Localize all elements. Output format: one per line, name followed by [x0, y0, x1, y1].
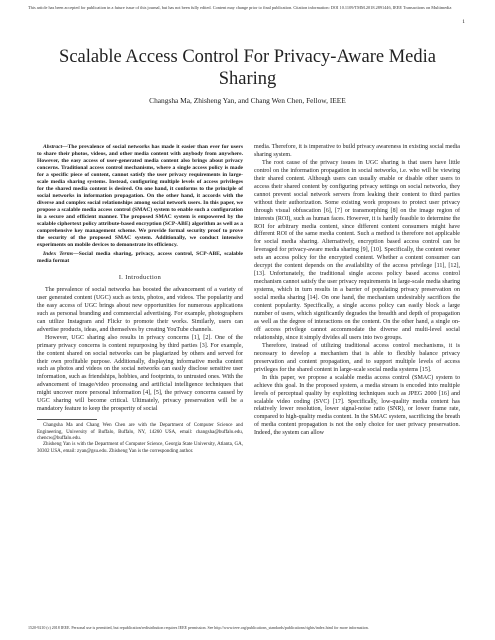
abstract-lead: Abstract	[43, 144, 63, 150]
body-paragraph: media. Therefore, it is imperative to build privacy awareness in existing social media sharing system.	[254, 144, 460, 158]
intro-paragraph: However, UGC sharing also results in privacy concerns [1], [2]. One of the primary privacy concerns is content repurposing by third parties [3]. For example, the content shared on social networks can be plagiarized by others and served for their own profitable purpose. Additionally, displaying informative media content such as photos and videos on the social networks can easily disclose sensitive user information, such as friendships, hobbies, and footprints, to untrusted ones. With the advancement of image/video processing and artificial intelligence techniques that might uncover more personal information [4], [5], the privacy concerns caused by UGC sharing will become critical. Ultimately, privacy preservation will be a mandatory feature to keep the prosperity of social	[37, 334, 243, 413]
footnote-affiliation-2: Zhisheng Yan is with the Department of Computer Science, Georgia State University, Atlanta, GA, 30302 USA, email: zyan@gsu.edu. Zhisheng Yan is the corresponding author.	[37, 442, 243, 454]
section-heading-introduction: I. Introduction	[118, 274, 162, 281]
footnote-divider	[37, 419, 97, 420]
body-paragraph: The root cause of the privacy issues in UGC sharing is that users have little control on the information propagation in social networks, i.e. who will be viewing their shared content. Although users can usually enable or disable other users to access their shared content by configuring privacy settings on social networks, they cannot prevent social network servers from leaking their content to third parties without their authorization. Some existing work proposes to protect user privacy through visual obfuscation [6], [7] or transmorphing [8] on the image region of interests (ROI), such as human faces. However, it is hardly feasible to determine the ROI for arbitrary media content, since different content consumers might have different ROI of the same media content. Such a method is therefore not applicable for social media sharing. Alternatively, encryption based access control can be leveraged for privacy-aware media sharing [9], [10]. Specifically, the content owner sets an access policy for the encrypted content. Whether a content consumer can decrypt the content depends on the availability of the access privilege [11], [12], [13]. Unfortunately, the traditional single access policy based access control mechanism cannot satisfy the user privacy requirements in large-scale media sharing systems, which in turn results in a barrier of populating privacy preservation on social media sharing [14]. On one hand, the mechanism undesirably sacrifices the content popularity. Specifically, a single access policy can easily block a large number of users, which significantly degrades the breadth and depth of propagation as well as the degree of interactions on the content. On the other hand, a single on-off access privilege cannot accommodate the diverse and multi-level social relationship, since it simply divides all users into two groups.	[254, 159, 460, 341]
body-paragraph: Therefore, instead of utilizing traditional access control mechanisms, it is necessary to develop a mechanism that is able to flexibly balance privacy preservation and content propagation, and to support multiple levels of access privileges for the shared content in large-scale social media systems [15].	[254, 342, 460, 373]
left-column	[37, 144, 243, 455]
body-paragraph: In this paper, we propose a scalable media access control (SMAC) system to achieve this goal. In the proposed system, a media stream is encoded into multiple levels of perceptual quality by exploiting techniques such as JPEG 2000 [16] and scalable video coding (SVC) [17]. Specifically, low-quality media content has relatively lower resolution, lower signal-noise ratio (SNR), or lower frame rate, compared to high-quality media content. In the SMAC system, sacrificing the breath of media content propagation is not the only choice for user privacy preservation. Indeed, the system can allow	[254, 374, 460, 437]
index-terms-lead: Index Terms	[43, 251, 74, 257]
index-terms-text: —Social media sharing, privacy, access control, SCP-ABE, scalable media format	[37, 251, 243, 264]
journal-banner: This article has been accepted for publication in a future issue of this journal, but has not been fully edited. Content may change prior to final publication. Citation information: DOI 10.1109/TMM.2018.2891446, IEEE Transactions on Multimedia	[28, 5, 452, 10]
paper-authors: Changsha Ma, Zhisheng Yan, and Chang Wen Chen, Fellow, IEEE	[149, 96, 346, 105]
intro-paragraph: The prevalence of social networks has boosted the advancement of a variety of user generated content (UGC) such as texts, photos, and videos. The popularity and the easy access of UGC brings about new opportunities for numerous applications such as personal branding and commercial advertising. For example, photographers can utilize Instagram and Flickr to promote their works. Similarly, users can advertise products, ideas, and themselves by creating YouTube channels.	[37, 286, 243, 333]
index-terms	[37, 251, 243, 265]
abstract-text: —The prevalence of social networks has made it easier than ever for users to share their photos, videos, and other media content with anybody from anywhere. However, the easy access of user-generated media content also brings about privacy concerns. Traditional access control mechanisms, where a single access policy is made for a specific piece of content, cannot satisfy the user privacy requirements in large-scale media sharing systems. Instead, configuring multiple levels of access privileges for the shared media content is desired. On one hand, it conforms to the principle of social networks in information propagation. On the other hand, it accords with the diverse and complex social relationships among social network users. In this paper, we propose a scalable media access control (SMAC) system to enable such a configuration in a secure and efficient manner. The proposed SMAC system is empowered by the scalable ciphertext policy attribute-based encryption (SCP-ABE) algorithm as well as a comprehensive key management scheme. We provide formal security proof to prove the security of the proposed SMAC system. Additionally, we conduct intensive experiments on mobile devices to demonstrate its efficiency.	[37, 144, 243, 248]
footnote-affiliation-1: Changsha Ma and Chang Wen Chen are with the Department of Computer Science and Engineering, University of Buffalo, Buffalo, NY, 14260 USA, email: changsha@buffalo.edu, chencw@buffalo.edu.	[37, 423, 243, 442]
page-number: 1	[462, 19, 465, 25]
right-column	[254, 144, 460, 438]
copyright-footer: 1520-9210 (c) 2018 IEEE. Personal use is permitted, but republication/redistribution requires IEEE permission. See http://www.ieee.org/publications_standards/publications/rights/index.html for more information.	[28, 625, 369, 630]
paper-title: Scalable Access Control For Privacy-Aware Media Sharing	[59, 47, 436, 89]
abstract	[37, 144, 243, 249]
